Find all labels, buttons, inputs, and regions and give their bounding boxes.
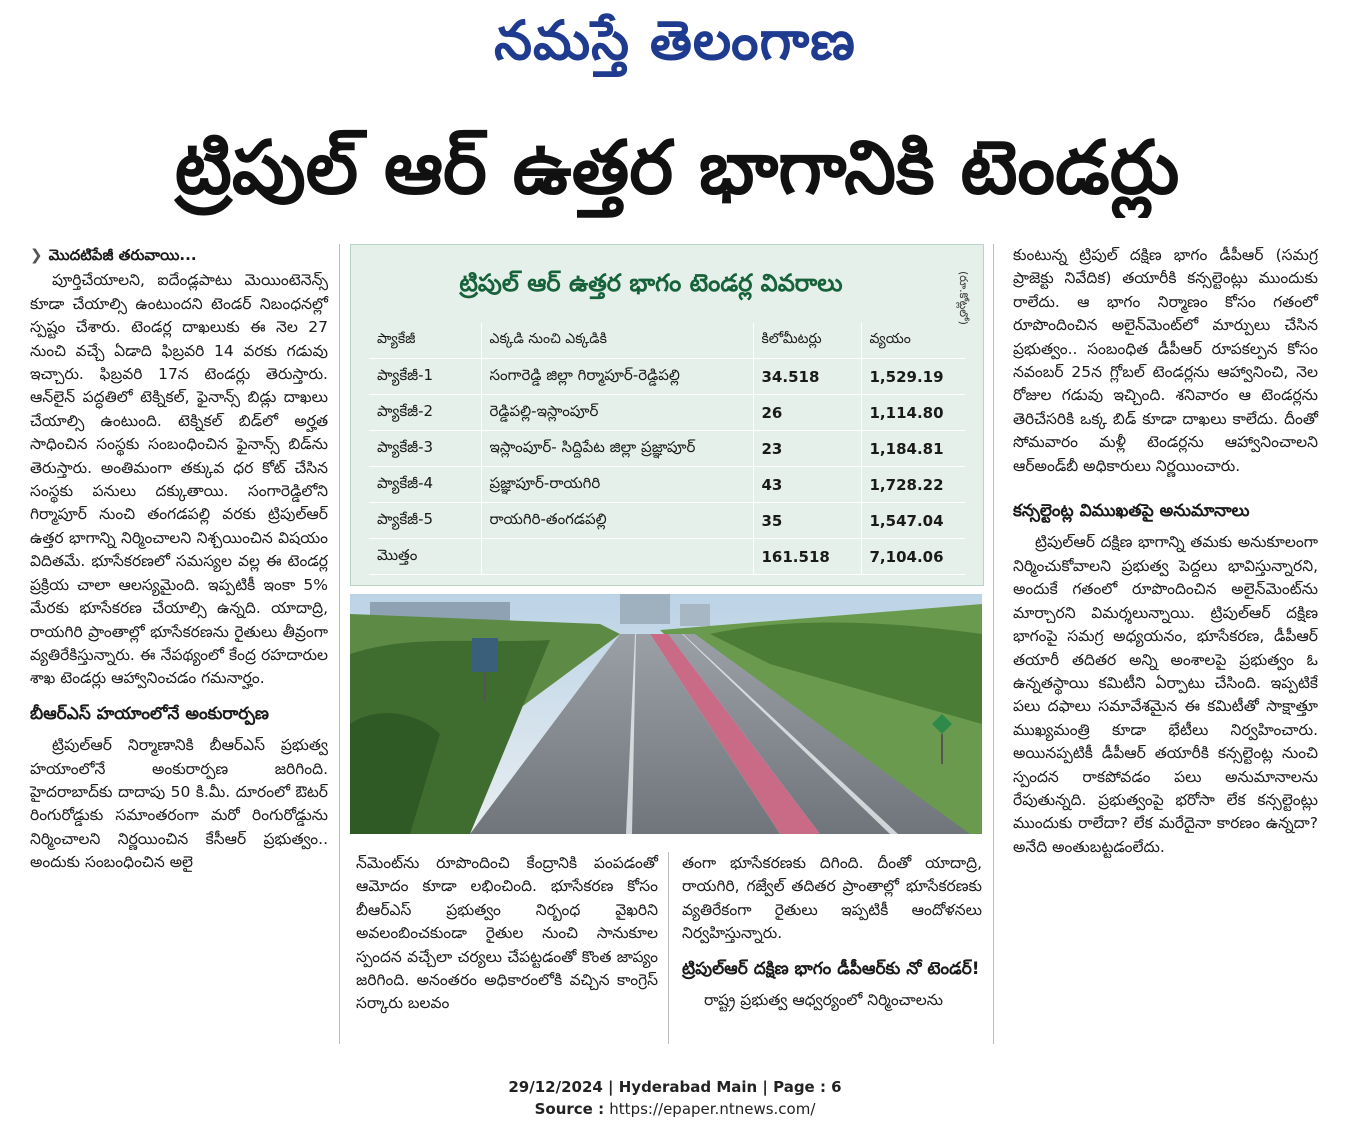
cost-cell: 1,114.80 xyxy=(861,395,965,431)
middle-column-left xyxy=(356,852,658,1044)
table-row xyxy=(369,395,965,431)
header-cell: ఎక్కడి నుంచి ఎక్కడికి xyxy=(481,323,753,359)
route-cell: రాయగిరి-తంగడపల్లి xyxy=(481,503,753,539)
right-column xyxy=(1013,244,1318,1044)
package-cell: ప్యాకేజీ-4 xyxy=(369,467,481,503)
headline: ట్రిపుల్‌ ఆర్‌ ఉత్తర భాగానికి టెండర్లు xyxy=(174,125,1180,211)
continued-label: ❯ మొదటిపేజీ తరువాయి... xyxy=(30,246,197,264)
km-cell: 161.518 xyxy=(753,539,861,575)
highway-photo xyxy=(350,594,982,834)
route-cell xyxy=(481,539,753,575)
edition-info: 29/12/2024 | Hyderabad Main | Page : 6 xyxy=(508,1078,842,1096)
article-paragraph: కుంటున్న ట్రిపుల్‌ దక్షిణ భాగం డీపీఆర్‌ (సమగ్ర ప్రాజెక్టు నివేదిక) తయారీకి కన్సల్టెంట్లు ముందుకు రాలేదు. ఆ భాగం నిర్మాణం కోసం గతంలో రూపొందించిన అలైన్‌మెంట్‌లో మార్పులు చేసిన ప్రభుత్వం.. సంబంధిత డీపీఆర్‌ రూపకల్పన కోసం నవంబర్‌ 25న గ్లోబల్‌ టెండర్లను ఆహ్వానించి, నెల రోజుల గడువు ఇచ్చింది. శనివారం ఆ టెండర్లను తెరిచేసరికి ఒక్క బిడ్‌ కూడా దాఖలు కాలేదు. దీంతో సోమవారం మళ్లీ టెండర్లను ఆహ్వానించాలని ఆర్‌అండ్‌బీ అధికారులు నిర్ణయించారు. xyxy=(1013,246,1318,475)
article-paragraph: ట్రిపుల్‌ఆర్‌ నిర్మాణానికి బీఆర్‌ఎస్‌ ప్రభుత్వ హయాంలోనే అంకురార్పణ జరిగింది. హైదరాబాద్‌కు దాదాపు 50 కి.మీ. దూరంలో ఔటర్‌ రింగురోడ్డుకు సమాంతరంగా మరో రింగురోడ్డును నిర్మించాలని నిర్ణయించిన కేసీఆర్‌ ప్రభుత్వం.. అందుకు సంబంధించిన అలై xyxy=(30,736,328,872)
table-row xyxy=(369,503,965,539)
route-cell: రెడ్డిపల్లి-ఇస్లాంపూర్‌ xyxy=(481,395,753,431)
section-subhead: బీఆర్‌ఎస్‌ హయాంలోనే అంకురార్పణ xyxy=(30,703,269,724)
package-cell: ప్యాకేజీ-3 xyxy=(369,431,481,467)
source-link[interactable]: https://epaper.ntnews.com/ xyxy=(609,1100,816,1118)
package-cell: ప్యాకేజీ-5 xyxy=(369,503,481,539)
column-divider xyxy=(668,852,669,1044)
article-paragraph: పూర్తిచేయాలని, ఐదేండ్లపాటు మెయింటెనెన్స్‌ కూడా చేయాల్సి ఉంటుందని టెండర్‌ నిబంధనల్లో స్పష్టం చేశారు. టెండర్ల దాఖలుకు ఈ నెల 27 నుంచి వచ్చే ఏడాది ఫిబ్రవరి 14 వరకు గడువు ఇచ్చారు. ఫిబ్రవరి 17న టెండర్లు తెరుస్తారు. ఆన్‌లైన్‌ పద్ధతిలో టెక్నికల్‌, ఫైనాన్స్‌ బిడ్లు దాఖలు చేయాల్సి ఉంటుంది. టెక్నికల్‌ బిడ్‌లో అర్హత సాధించిన సంస్థకు సంబంధించిన ఫైనాన్స్‌ బిడ్‌ను తెరుస్తారు. అంతిమంగా తక్కువ ధర కోట్‌ చేసిన సంస్థకు పనులు దక్కుతాయి. సంగారెడ్డిలోని గిర్మాపూర్‌ నుంచి తంగడపల్లి వరకు ట్రిపుల్‌ఆర్‌ ఉత్తర భాగాన్ని నిర్మించాలని నిశ్చయించిన విషయం విదితమే. భూసేకరణలో సమస్యల వల్ల ఈ టెండర్ల ప్రక్రియ చాలా ఆలస్యమైంది. ఇప్పటికీ ఇంకా 5% మేరకు భూసేకరణ చేయాల్సి ఉన్నది. యాదాద్రి, రాయగిరి ప్రాంతాల్లో భూసేకరణను రైతులు తీవ్రంగా వ్యతిరేకిస్తున్నారు. ఈ నేపథ్యంలో కేంద్ర రహదారుల శాఖ టెండర్లు ఆహ్వానించడం గమనార్హం. xyxy=(30,271,328,688)
route-cell: ఇస్లాంపూర్‌- సిద్దిపేట జిల్లా ప్రజ్ఞాపూర్‌ xyxy=(481,431,753,467)
table-unit-note: (రూ.కోట్లలో) xyxy=(957,271,970,325)
tender-details-table-box xyxy=(350,244,984,586)
chevron-right-icon: ❯ xyxy=(30,246,43,264)
km-cell: 43 xyxy=(753,467,861,503)
table-row xyxy=(369,431,965,467)
cost-cell: 1,728.22 xyxy=(861,467,965,503)
package-cell: ప్యాకేజీ-2 xyxy=(369,395,481,431)
article-paragraph: తంగా భూసేకరణకు దిగింది. దీంతో యాదాద్రి, రాయగిరి, గజ్వేల్‌ తదితర ప్రాంతాల్లో భూసేకరణకు వ్యతిరేకంగా రైతులు ఇప్పటికీ ఆందోళనలు నిర్వహిస్తున్నారు. xyxy=(682,854,982,943)
route-cell: సంగారెడ్డి జిల్లా గిర్మాపూర్‌-రెడ్డిపల్లి xyxy=(481,359,753,395)
table-header-row xyxy=(369,323,965,359)
article-paragraph: ట్రిపుల్‌ఆర్‌ దక్షిణ భాగాన్ని తమకు అనుకూలంగా నిర్మించుకోవాలని ప్రభుత్వ పెద్దలు భావిస్తున్నారని, అందుకే గతంలో రూపొందించిన అలైన్‌మెంట్‌ను మార్చారని విమర్శలున్నాయి. ట్రిపుల్‌ఆర్‌ దక్షిణ భాగంపై సమగ్ర అధ్యయనం, భూసేకరణ, డీపీఆర్‌ తయారీ తదితర అన్ని అంశాలపై ప్రభుత్వం ఓ ఉన్నతస్థాయి కమిటీని ఏర్పాటు చేసింది. ఇప్పటికే పలు దఫాలు సమావేశమైన ఈ కమిటీతో సాక్షాత్తూ ముఖ్యమంత్రి కూడా భేటీలు నిర్వహించారు. అయినప్పటికీ డీపీఆర్‌ తయారీకి కన్సల్టెంట్ల నుంచి స్పందన రాకపోవడం పలు అనుమానాలను రేపుతున్నది. ప్రభుత్వంపై భరోసా లేక కన్సల్టెంట్లు ముందుకు రాలేదా? లేక మరేదైనా కారణం ఉన్నదా? అనేది అంతుబట్టడంలేదు. xyxy=(1013,533,1318,856)
table-row xyxy=(369,467,965,503)
highway-photo-illustration xyxy=(350,594,982,834)
route-cell: ప్రజ్ఞాపూర్‌-రాయగిరి xyxy=(481,467,753,503)
middle-column-right xyxy=(682,852,982,1044)
header-cell: వ్యయం xyxy=(861,323,965,359)
header-cell: ప్యాకేజీ xyxy=(369,323,481,359)
column-divider xyxy=(339,244,340,1044)
package-cell: మొత్తం xyxy=(369,539,481,575)
column-divider xyxy=(993,244,994,1044)
km-cell: 23 xyxy=(753,431,861,467)
cost-cell: 1,529.19 xyxy=(861,359,965,395)
section-subhead: ట్రిపుల్‌ఆర్‌ దక్షిణ భాగం డీపీఆర్‌కు నో టెండర్‌! xyxy=(682,958,980,979)
cost-cell: 1,184.81 xyxy=(861,431,965,467)
km-cell: 34.518 xyxy=(753,359,861,395)
article-paragraph: రాష్ట్ర ప్రభుత్వ ఆధ్వర్యంలో నిర్మించాలను xyxy=(704,991,944,1010)
table-total-row xyxy=(369,539,965,575)
km-cell: 26 xyxy=(753,395,861,431)
table-row xyxy=(369,359,965,395)
table-title: ట్రిపుల్‌ ఆర్‌ ఉత్తర భాగం టెండర్ల వివరాలు xyxy=(459,269,843,297)
left-column xyxy=(30,244,328,1044)
tender-table xyxy=(369,323,965,575)
section-subhead: కన్సల్టెంట్ల విముఖతపై అనుమానాలు xyxy=(1013,501,1250,522)
km-cell: 35 xyxy=(753,503,861,539)
masthead-logo: నమస్తే తెలంగాణ xyxy=(494,8,856,72)
article-paragraph: న్‌మెంట్‌ను రూపొందించి కేంద్రానికి పంపడంతో ఆమోదం కూడా లభించింది. భూసేకరణ కోసం బీఆర్‌ఎస్‌ ప్రభుత్వం నిర్బంధ వైఖరిని అవలంబించకుండా రైతుల నుంచి సానుకూల స్పందన వచ్చేలా చర్యలు చేపట్టడంతో కొంత జాప్యం జరిగింది. అనంతరం అధికారంలోకి వచ్చిన కాంగ్రెస్‌ సర్కారు బలవం xyxy=(356,854,658,1013)
source-line: Source : https://epaper.ntnews.com/ xyxy=(534,1100,816,1118)
cost-cell: 7,104.06 xyxy=(861,539,965,575)
page-footer xyxy=(0,1076,1350,1120)
header-cell: కిలోమీటర్లు xyxy=(753,323,861,359)
cost-cell: 1,547.04 xyxy=(861,503,965,539)
package-cell: ప్యాకేజీ-1 xyxy=(369,359,481,395)
